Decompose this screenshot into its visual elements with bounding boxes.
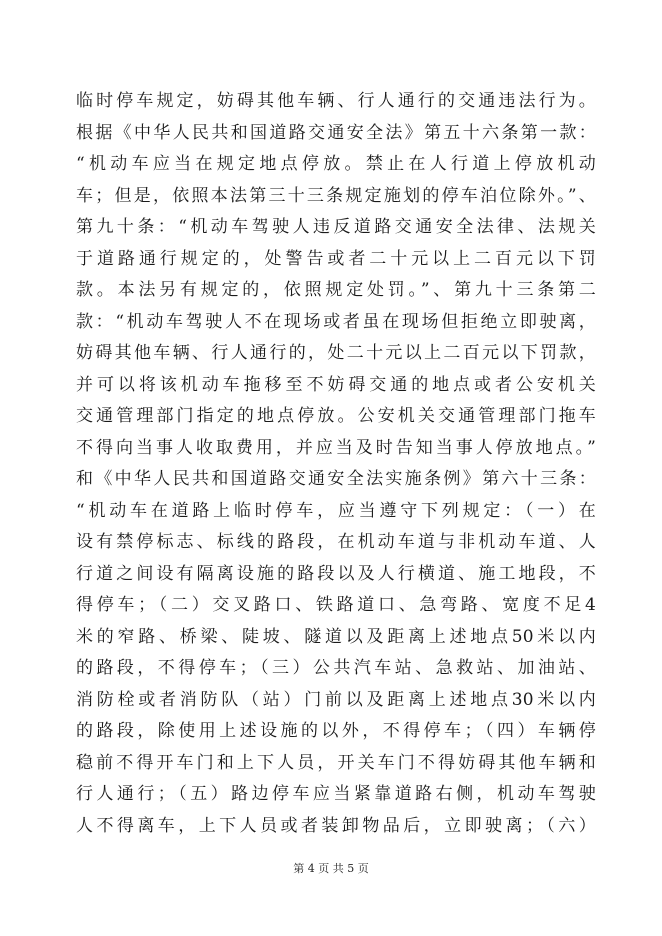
text-line-21: 的路段，除使用上述设施的以外，不得停车；（四）车辆停 [76,721,596,741]
page-footer: 第 4 页 共 5 页 [293,862,369,875]
text-line-2: 根据《中华人民共和国道路交通安全法》第五十六条第一款： [76,122,596,143]
text-line-18: 米的窄路、桥梁、陡坡、隧道以及距离上述地点50米以内 [76,626,596,647]
text-line-1: 临时停车规定，妨碍其他车辆、行人通行的交通违法行为。 [76,91,596,111]
text-line-3: “机动车应当在规定地点停放。禁止在人行道上停放机动 [76,154,596,174]
text-line-5: 第九十条：“机动车驾驶人违反道路交通安全法律、法规关 [76,217,596,237]
text-line-15: 设有禁停标志、标线的路段，在机动车道与非机动车道、人 [76,532,596,552]
text-line-13: 和《中华人民共和国道路交通安全法实施条例》第六十三条： [76,469,596,489]
text-line-20: 消防栓或者消防队（站）门前以及距离上述地点30米以内 [76,689,596,710]
text-line-8: 款：“机动车驾驶人不在现场或者虽在现场但拒绝立即驶离， [76,311,596,332]
text-line-23: 行人通行；（五）路边停车应当紧靠道路右侧，机动车驾驶 [76,784,596,804]
body-text [76,86,596,842]
text-line-22: 稳前不得开车门和上下人员，开关车门不得妨碍其他车辆和 [76,752,596,773]
text-line-11: 交通管理部门指定的地点停放。公安机关交通管理部门拖车 [76,406,596,426]
text-line-17: 得停车；（二）交叉路口、铁路道口、急弯路、宽度不足4 [76,595,596,615]
text-line-9: 妨碍其他车辆、行人通行的，处二十元以上二百元以下罚款， [76,343,596,363]
text-line-12: 不得向当事人收取费用，并应当及时告知当事人停放地点。” [76,437,596,458]
text-line-16: 行道之间设有隔离设施的路段以及人行横道、施工地段，不 [76,563,596,584]
text-line-19: 的路段，不得停车；（三）公共汽车站、急救站、加油站、 [76,658,596,678]
text-line-14: “机动车在道路上临时停车，应当遵守下列规定：（一）在 [76,500,596,521]
text-line-24: 人不得离车，上下人员或者装卸物品后，立即驶离；（六） [76,815,596,836]
text-line-4: 车；但是，依照本法第三十三条规定施划的停车泊位除外。”、 [76,185,596,206]
text-line-7: 款。本法另有规定的，依照规定处罚。”、第九十三条第二 [76,280,596,300]
text-line-6: 于道路通行规定的，处警告或者二十元以上二百元以下罚 [76,248,596,269]
text-line-10: 并可以将该机动车拖移至不妨碍交通的地点或者公安机关 [76,374,596,395]
